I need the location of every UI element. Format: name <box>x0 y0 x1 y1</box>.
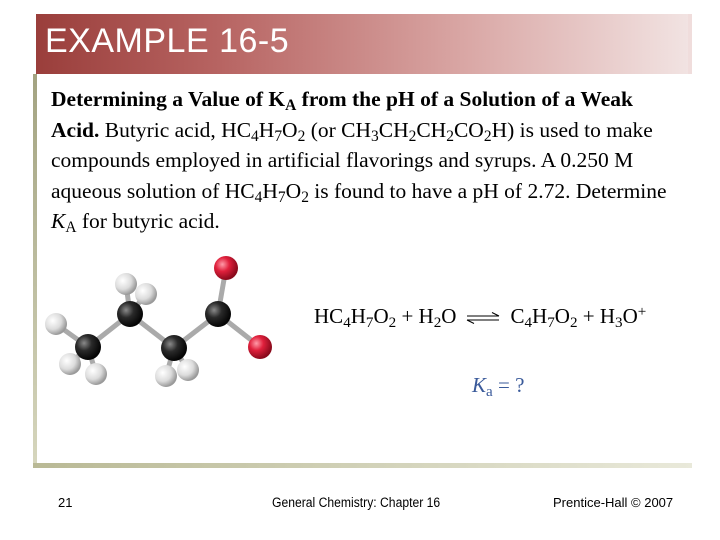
ka-rest: = ? <box>492 373 525 397</box>
eq-text: O <box>373 304 389 328</box>
equilibrium-arrow-icon <box>466 312 500 324</box>
ka-symbol: K <box>472 373 487 397</box>
hydrogen-atom <box>45 313 67 335</box>
eq-text: + H <box>577 304 616 328</box>
eq-text: O <box>622 304 638 328</box>
body-text: CO <box>453 117 484 142</box>
eq-text: O <box>441 304 457 328</box>
sub: 4 <box>251 127 259 145</box>
ka-unknown <box>472 373 524 398</box>
eq-sub: 2 <box>388 314 397 331</box>
carbon-atom <box>117 301 143 327</box>
sub: 2 <box>408 127 417 145</box>
eq-sub: 3 <box>615 314 623 331</box>
body-text: is found to have a pH of 2.72. Determine <box>308 178 667 203</box>
ka-symbol: K <box>51 209 66 233</box>
sub: 2 <box>301 188 309 206</box>
carbon-atom <box>75 334 101 360</box>
body-text: H <box>258 117 275 142</box>
sub: 7 <box>274 127 283 145</box>
oxygen-atom <box>214 256 238 280</box>
carbon-atom <box>205 301 231 327</box>
heading-text: Determining a Value of K <box>51 87 286 111</box>
eq-text: O <box>554 304 570 328</box>
body-text: for butyric acid. <box>76 209 220 233</box>
eq-sup: + <box>637 304 647 321</box>
eq-sub: 4 <box>343 314 351 331</box>
eq-sub: 2 <box>569 314 578 331</box>
sub: 2 <box>297 127 306 145</box>
body-text: O <box>285 178 302 203</box>
slide-number: 21 <box>58 495 73 510</box>
eq-text: H <box>350 304 366 328</box>
butyric-acid-molecule-model <box>40 252 280 392</box>
sub: 3 <box>371 127 379 145</box>
eq-sub: 7 <box>547 314 555 331</box>
body-text: (or CH <box>305 117 371 142</box>
eq-text: C <box>510 304 525 328</box>
eq-text: H <box>532 304 548 328</box>
hydrogen-atom <box>85 363 107 385</box>
eq-sub: 7 <box>365 314 374 331</box>
body-text: CH <box>378 117 409 142</box>
carbon-atom <box>161 335 187 361</box>
hydrogen-atom <box>115 273 137 295</box>
footer-copyright: Prentice-Hall © 2007 <box>553 495 674 510</box>
body-text: O <box>282 117 298 142</box>
sub: A <box>65 218 77 236</box>
hydrogen-atom <box>59 353 81 375</box>
sub: 7 <box>277 188 286 206</box>
hydrogen-atom <box>155 365 177 387</box>
heading-sub: A <box>285 96 297 114</box>
eq-text: HC <box>314 304 344 328</box>
heading-text-2: from the pH of a Solution of a Weak Acid. <box>51 87 633 142</box>
ka-sub: a <box>486 383 493 400</box>
eq-sub: 2 <box>433 314 442 331</box>
slide-title: EXAMPLE 16-5 <box>45 22 290 60</box>
frame-bottom <box>33 463 692 468</box>
body-text: H <box>262 178 278 203</box>
hydrogen-atom <box>177 359 199 381</box>
problem-statement <box>51 84 671 237</box>
body-text: H) is used to make compounds employed in artificial flavorings and syrups. A 0.250 M aqueous solution of HC <box>51 117 653 203</box>
body-text: Butyric acid, HC <box>99 117 252 142</box>
frame-right <box>688 14 692 74</box>
sub: 4 <box>254 188 263 206</box>
sub: 2 <box>446 127 454 145</box>
hydrogen-atom <box>135 283 157 305</box>
sub: 2 <box>483 127 492 145</box>
footer-chapter: General Chemistry: Chapter 16 <box>272 495 441 510</box>
body-text: CH <box>416 117 447 142</box>
frame-left <box>33 74 37 467</box>
ionization-equation <box>314 304 646 329</box>
eq-text: + H <box>396 304 434 328</box>
oxygen-atom <box>248 335 272 359</box>
eq-sub: 4 <box>524 314 533 331</box>
